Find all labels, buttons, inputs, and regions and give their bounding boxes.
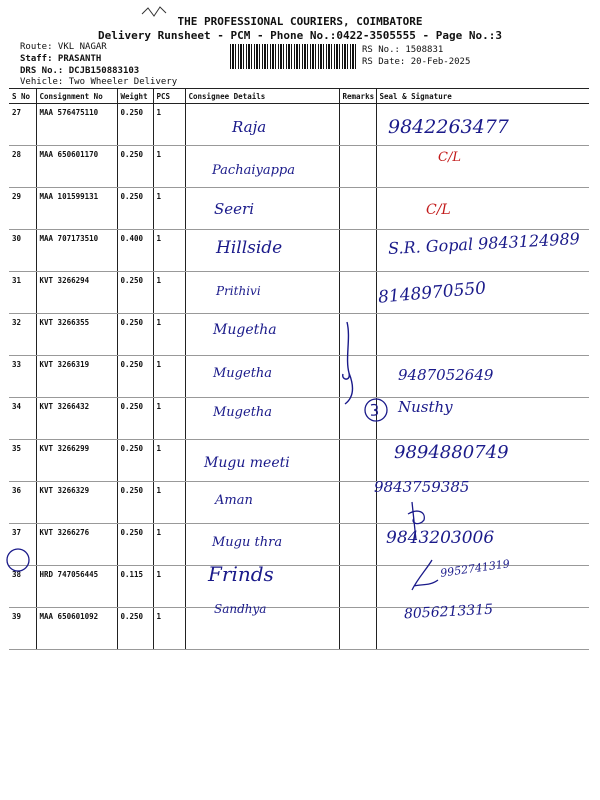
corner-mark-icon — [140, 4, 170, 18]
cell-pcs: 1 — [153, 314, 185, 356]
signature-scribble-icon — [408, 556, 442, 596]
handwritten-consignee: Pachaiyappa — [212, 163, 295, 178]
cell-pcs: 1 — [153, 566, 185, 608]
cell-consignee — [185, 188, 339, 230]
handwritten-signature: C/L — [438, 150, 461, 165]
col-weight: Weight — [117, 89, 153, 104]
cell-pcs: 1 — [153, 398, 185, 440]
cell-pcs: 1 — [153, 608, 185, 650]
table-row — [9, 188, 589, 230]
cell-pcs: 1 — [153, 188, 185, 230]
cell-sno: 31 — [9, 272, 36, 314]
cell-sno: 39 — [9, 608, 36, 650]
cell-remarks — [339, 188, 376, 230]
route-label: Route: VKL NAGAR — [20, 42, 107, 52]
cell-consignment: KVT 3266432 — [36, 398, 117, 440]
cell-weight: 0.250 — [117, 356, 153, 398]
handwritten-consignee: Aman — [215, 493, 253, 508]
col-seal: Seal & Signature — [376, 89, 589, 104]
signature-scribble-icon — [404, 498, 434, 544]
handwritten-consignee: Frinds — [208, 562, 274, 586]
cell-consignment: KVT 3266299 — [36, 440, 117, 482]
cell-remarks — [339, 608, 376, 650]
cell-remarks — [339, 104, 376, 146]
handwritten-signature: 8148970550 — [377, 278, 487, 308]
handwritten-signature: S.R. Gopal 9843124989 — [387, 228, 581, 259]
cell-consignee — [185, 272, 339, 314]
cell-weight: 0.115 — [117, 566, 153, 608]
vehicle-label: Vehicle: Two Wheeler Delivery — [20, 77, 178, 87]
cell-remarks — [339, 482, 376, 524]
col-remarks: Remarks — [339, 89, 376, 104]
runsheet-subtitle: Delivery Runsheet - PCM - Phone No.:0422-3505555 - Page No.:3 — [98, 29, 502, 42]
table-row — [9, 146, 589, 188]
cell-pcs: 1 — [153, 146, 185, 188]
cell-remarks — [339, 524, 376, 566]
handwritten-consignee: Mugu meeti — [204, 455, 290, 471]
cell-sno: 37 — [9, 524, 36, 566]
table-row — [9, 608, 589, 650]
cell-weight: 0.250 — [117, 272, 153, 314]
cell-seal — [376, 188, 589, 230]
cell-weight: 0.250 — [117, 440, 153, 482]
handwritten-consignee: Mugetha — [213, 405, 273, 420]
cell-pcs: 1 — [153, 482, 185, 524]
barcode-image — [230, 44, 358, 69]
handwritten-signature: 9843759385 — [374, 478, 470, 496]
cell-remarks — [339, 440, 376, 482]
cell-weight: 0.250 — [117, 482, 153, 524]
handwritten-consignee: Mugu thra — [212, 535, 283, 550]
cell-weight: 0.250 — [117, 188, 153, 230]
handwritten-signature: C/L — [426, 202, 451, 218]
drs-label: DRS No.: DCJB150883103 — [20, 66, 140, 76]
table-row — [9, 356, 589, 398]
cell-weight: 0.250 — [117, 104, 153, 146]
cell-weight: 0.250 — [117, 398, 153, 440]
cell-consignment: KVT 3266319 — [36, 356, 117, 398]
handwritten-consignee: Seeri — [214, 200, 254, 218]
cell-sno: 33 — [9, 356, 36, 398]
handwritten-signature: 9894880749 — [394, 442, 509, 463]
table-row — [9, 566, 589, 608]
cell-pcs: 1 — [153, 230, 185, 272]
cell-remarks — [339, 272, 376, 314]
col-pcs: PCS — [153, 89, 185, 104]
cell-sno: 30 — [9, 230, 36, 272]
cell-remarks — [339, 566, 376, 608]
rs-number: RS No.: 1508831 — [362, 45, 444, 55]
rs-date: RS Date: 20-Feb-2025 — [362, 57, 471, 67]
cell-pcs: 1 — [153, 272, 185, 314]
table-row — [9, 272, 589, 314]
staff-label: Staff: PRASANTH — [20, 54, 102, 64]
cell-sno: 32 — [9, 314, 36, 356]
cell-weight: 0.250 — [117, 314, 153, 356]
cell-sno: 36 — [9, 482, 36, 524]
cell-consignment: MAA 650601092 — [36, 608, 117, 650]
cell-sno: 38 — [9, 566, 36, 608]
cell-pcs: 1 — [153, 440, 185, 482]
cell-consignment: MAA 650601170 — [36, 146, 117, 188]
cell-consignment: KVT 3266276 — [36, 524, 117, 566]
cell-weight: 0.400 — [117, 230, 153, 272]
col-consignment: Consignment No — [36, 89, 117, 104]
cell-pcs: 1 — [153, 104, 185, 146]
handwritten-signature: Nusthy — [398, 398, 453, 416]
handwritten-consignee: Prithivi — [216, 284, 261, 298]
table-row — [9, 398, 589, 440]
table-row — [9, 482, 589, 524]
handwritten-signature: 9487052649 — [398, 366, 494, 384]
cell-consignment: KVT 3266329 — [36, 482, 117, 524]
company-title: THE PROFESSIONAL COURIERS, COIMBATORE — [177, 15, 423, 28]
cell-weight: 0.250 — [117, 524, 153, 566]
handwritten-consignee: Hillside — [216, 238, 283, 258]
handwritten-consignee: Raja — [232, 118, 267, 136]
handwritten-signature: 9842263477 — [388, 116, 509, 138]
table-header-row — [9, 89, 589, 104]
handwritten-signature: 9843203006 — [386, 528, 495, 548]
cell-consignment: MAA 101599131 — [36, 188, 117, 230]
handwritten-consignee: Mugetha — [213, 322, 277, 338]
table-row — [9, 314, 589, 356]
cell-seal — [376, 146, 589, 188]
cell-weight: 0.250 — [117, 146, 153, 188]
cell-seal — [376, 314, 589, 356]
cell-consignment: HRD 747056445 — [36, 566, 117, 608]
cell-pcs: 1 — [153, 524, 185, 566]
cell-remarks — [339, 230, 376, 272]
handwritten-signature: 8056213315 — [403, 601, 494, 623]
circled-row-icon — [3, 546, 33, 574]
cell-sno: 28 — [9, 146, 36, 188]
cell-remarks — [339, 146, 376, 188]
cell-weight: 0.250 — [117, 608, 153, 650]
cell-consignment: KVT 3266294 — [36, 272, 117, 314]
col-consignee: Consignee Details — [185, 89, 339, 104]
cell-pcs: 1 — [153, 356, 185, 398]
cell-consignee — [185, 482, 339, 524]
cell-consignment: KVT 3266355 — [36, 314, 117, 356]
cell-sno: 35 — [9, 440, 36, 482]
cell-sno: 27 — [9, 104, 36, 146]
circled-mark-icon — [360, 396, 392, 424]
handwritten-consignee: Mugetha — [213, 366, 273, 381]
cell-consignment: MAA 576475110 — [36, 104, 117, 146]
cell-sno: 29 — [9, 188, 36, 230]
handwritten-signature: 9952741319 — [439, 557, 511, 580]
col-sno: S No — [9, 89, 36, 104]
cell-sno: 34 — [9, 398, 36, 440]
cell-consignment: MAA 707173510 — [36, 230, 117, 272]
handwritten-consignee: Sandhya — [214, 602, 267, 616]
handwritten-brace-icon — [335, 318, 365, 408]
